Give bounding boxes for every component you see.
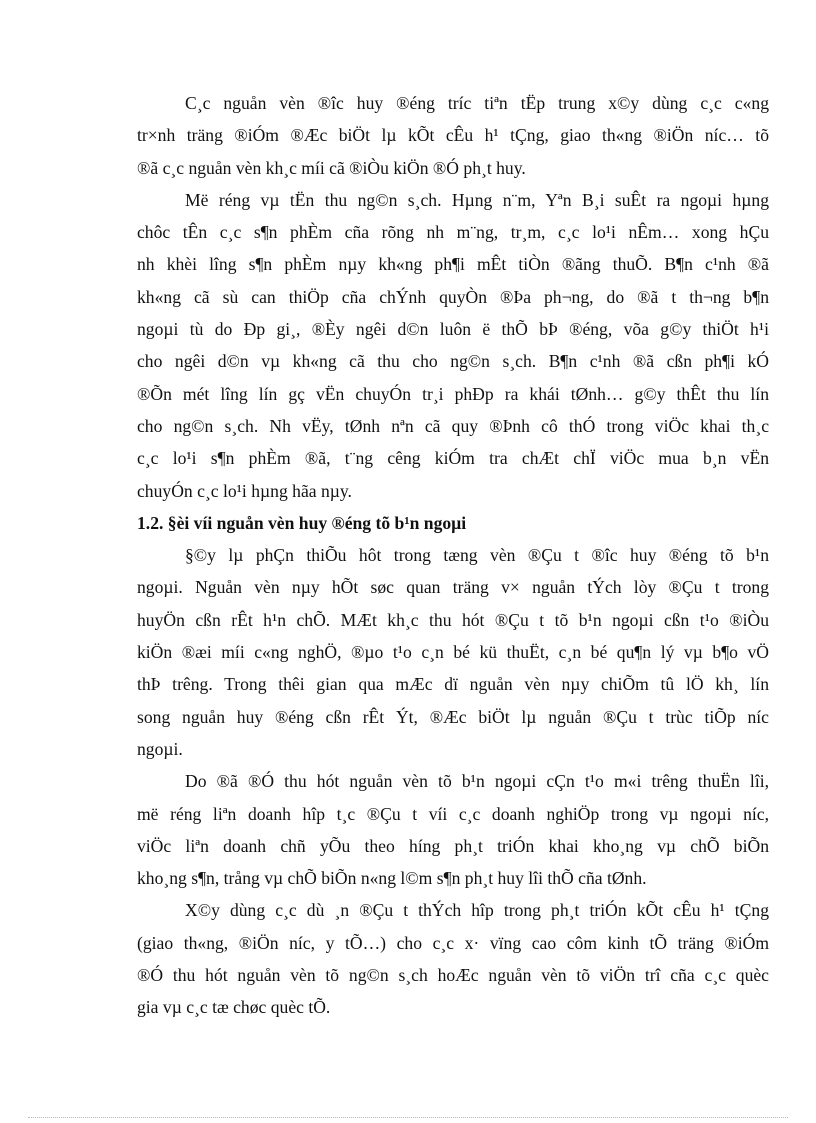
paragraph-5 (137, 894, 769, 1023)
text-line: ngoµi. (137, 738, 183, 759)
page-footer-divider (28, 1117, 788, 1118)
text-line: kho¸ng s¶n, trång vµ chÕ biÕn n«ng l©m s¶n ph¸t huy lîi thÕ cña tØnh. (137, 868, 647, 889)
paragraph-1 (137, 87, 769, 184)
text-line: ngoµi tù do Ðp gi¸, ®Èy ngêi d©n luôn ë thÕ bÞ ®éng, võa g©y thiÖt h¹i (137, 319, 769, 340)
text-line: ®Ó thu hót nguån vèn tõ ng©n s¸ch hoÆc nguån vèn tõ viÖn trî cña c¸c quèc (137, 965, 769, 986)
text-line: ®ã c¸c nguån vèn kh¸c míi cã ®iÒu kiÖn ®Ó ph¸t huy. (137, 157, 526, 178)
paragraph-4 (137, 765, 769, 894)
text-line: huyÖn cßn rÊt h¹n chÕ. MÆt kh¸c thu hót ®Çu t tõ b¹n ngoµi cßn t¹o ®iÒu (137, 609, 769, 630)
text-line: më réng liªn doanh hîp t¸c ®Çu t víi c¸c doanh nghiÖp trong vµ ngoµi níc, (137, 803, 769, 824)
text-line: cho ng©n s¸ch. Nh vËy, tØnh nªn cã quy ®Þnh cô thÓ trong viÖc khai th¸c (137, 415, 769, 436)
text-line: Më réng vµ tËn thu ng©n s¸ch. Hµng n¨m, Yªn B¸i suÊt ra ngoµi hµng (185, 189, 769, 210)
text-line: chuyÓn c¸c lo¹i hµng hãa nµy. (137, 480, 352, 501)
text-line: gia vµ c¸c tæ chøc quèc tÕ. (137, 997, 331, 1018)
paragraph-3 (137, 539, 769, 765)
text-line: chôc tÊn c¸c s¶n phÈm cña rõng nh m¨ng, tr¸m, c¸c lo¹i nÊm… xong hÇu (137, 222, 769, 243)
text-line: §©y lµ phÇn thiÕu hôt trong tæng vèn ®Çu t ®îc huy ®éng tõ b¹n (185, 545, 769, 566)
text-line: kiÖn ®æi míi c«ng nghÖ, ®µo t¹o c¸n bé kü thuËt, c¸n bé qu¶n lý vµ b¶o vÖ (137, 642, 769, 663)
text-line: Do ®ã ®Ó thu hót nguån vèn tõ b¹n ngoµi cÇn t¹o m«i trêng thuËn lîi, (185, 771, 769, 792)
text-line: cho ngêi d©n vµ kh«ng cã thu cho ng©n s¸ch. B¶n c¹nh ®ã cßn ph¶i kÓ (137, 351, 769, 372)
text-line: kh«ng cã sù can thiÖp cña chÝnh quyÒn ®Þa ph¬ng, do ®ã t th¬ng b¶n (137, 286, 769, 307)
text-line: C¸c nguån vèn ®îc huy ®éng tríc tiªn tËp trung x©y dùng c¸c c«ng (185, 93, 769, 113)
text-line: tr×nh träng ®iÓm ®Æc biÖt lµ kÕt cÊu h¹ tÇng, giao th«ng ®iÖn níc… tõ (137, 125, 769, 146)
text-line: viÖc liªn doanh chñ yÕu theo híng ph¸t triÓn khai kho¸ng vµ chÕ biÕn (137, 835, 769, 856)
text-line: (giao th«ng, ®iÖn níc, y tÕ…) cho c¸c x· vïng cao côm kinh tÕ träng ®iÓm (137, 932, 769, 953)
text-line: nh khèi lîng s¶n phÈm nµy kh«ng ph¶i mÊt tiÒn ®ãng thuÕ. B¶n c¹nh ®ã (137, 254, 769, 275)
text-line: ngoµi. Nguån vèn nµy hÕt søc quan träng v× nguån tÝch lòy ®Çu t trong (137, 577, 769, 598)
text-line: song nguån huy ®éng cßn rÊt Ýt, ®Æc biÖt lµ nguån ®Çu t trùc tiÕp níc (137, 706, 769, 727)
text-line: X©y dùng c¸c dù ¸n ®Çu t thÝch hîp trong ph¸t triÓn kÕt cÊu h¹ tÇng (185, 900, 769, 921)
paragraph-2 (137, 184, 769, 507)
body-text (137, 87, 769, 1024)
text-line: thÞ trêng. Trong thêi gian qua mÆc dï nguån vèn nµy chiÕm tû lÖ kh¸ lín (137, 674, 769, 695)
section-heading: 1.2. §èi víi nguån vèn huy ®éng tõ b¹n ngoµi (137, 512, 467, 533)
text-line: c¸c lo¹i s¶n phÈm ®ã, t¨ng cêng kiÓm tra chÆt chÏ viÖc mua b¸n vËn (137, 448, 769, 469)
text-line: ®Õn mét lîng lín gç vËn chuyÓn tr¸i phÐp ra khái tØnh… g©y thÊt thu lín (137, 383, 769, 404)
